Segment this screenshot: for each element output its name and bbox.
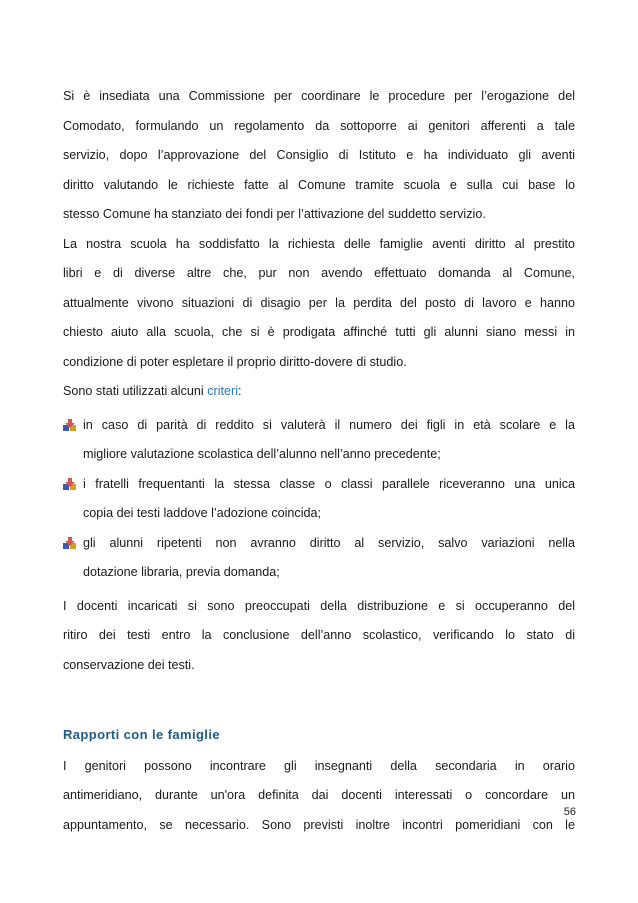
criteria-list bbox=[63, 411, 575, 588]
text-line: chiesto aiuto alla scuola, che si è prodigata affinché tutti gli alunni siano messi in bbox=[63, 325, 575, 339]
text-line: Comodato, formulando un regolamento da sottoporre ai genitori afferenti a tale bbox=[63, 118, 575, 133]
paragraph-2 bbox=[63, 230, 575, 378]
list-item bbox=[63, 411, 575, 470]
criteria-intro bbox=[63, 377, 575, 407]
text-line: diritto valutando le richieste fatte al Comune tramite scuola e sulla cui base lo bbox=[63, 177, 575, 192]
list-item-text: in caso di parità di reddito si valuterà il numero dei figli in età scolare e la bbox=[83, 417, 575, 432]
arrow-bullet-icon bbox=[63, 419, 76, 432]
text-line: conservazione dei testi. bbox=[63, 657, 195, 672]
criteria-intro-suffix: : bbox=[238, 384, 242, 398]
page-content bbox=[63, 82, 575, 840]
list-item-text: copia dei testi laddove l’adozione coincida; bbox=[83, 506, 322, 520]
arrow-bullet-icon bbox=[63, 478, 76, 491]
text-line: antimeridiano, durante un'ora definita dai docenti interessati o concordare un bbox=[63, 788, 575, 802]
text-line: I docenti incaricati si sono preoccupati della distribuzione e si occuperanno del bbox=[63, 598, 575, 613]
paragraph-3 bbox=[63, 592, 575, 681]
text-line: condizione di poter espletare il proprio diritto-dovere di studio. bbox=[63, 354, 407, 369]
list-item bbox=[63, 470, 575, 529]
text-line: La nostra scuola ha soddisfatto la richiesta delle famiglie aventi diritto al prestito bbox=[63, 236, 575, 251]
criteria-highlight: criteri bbox=[207, 384, 238, 398]
arrow-bullet-icon bbox=[63, 537, 76, 550]
text-line: libri e di diverse altre che, pur non avendo effettuato domanda al Comune, bbox=[63, 266, 575, 280]
list-item-text: i fratelli frequentanti la stessa classe o classi parallele riceveranno una unica bbox=[83, 476, 575, 491]
list-item bbox=[63, 529, 575, 588]
section-title: Rapporti con le famiglie bbox=[63, 727, 220, 742]
text-line: I genitori possono incontrare gli insegnanti della secondaria in orario bbox=[63, 758, 575, 773]
text-line: ritiro dei testi entro la conclusione dell’anno scolastico, verificando lo stato di bbox=[63, 628, 575, 642]
text-line: Si è insediata una Commissione per coordinare le procedure per l’erogazione del bbox=[63, 89, 575, 103]
list-item-text: migliore valutazione scolastica dell’alunno nell’anno precedente; bbox=[83, 447, 441, 461]
text-line: appuntamento, se necessario. Sono previsti inoltre incontri pomeridiani con le bbox=[63, 817, 575, 832]
list-item-text: dotazione libraria, previa domanda; bbox=[83, 565, 280, 579]
text-line: servizio, dopo l’approvazione del Consiglio di Istituto e ha individuato gli aventi bbox=[63, 148, 575, 162]
page-number: 56 bbox=[563, 806, 576, 818]
criteria-intro-prefix: Sono stati utilizzati alcuni bbox=[63, 384, 208, 398]
paragraph-1 bbox=[63, 82, 575, 230]
paragraph-4 bbox=[63, 752, 575, 841]
list-item-text: gli alunni ripetenti non avranno diritto al servizio, salvo variazioni nella bbox=[83, 535, 575, 550]
text-line: stesso Comune ha stanziato dei fondi per l’attivazione del suddetto servizio. bbox=[63, 207, 486, 221]
text-line: attualmente vivono situazioni di disagio per la perdita del posto di lavoro e hanno bbox=[63, 295, 575, 310]
